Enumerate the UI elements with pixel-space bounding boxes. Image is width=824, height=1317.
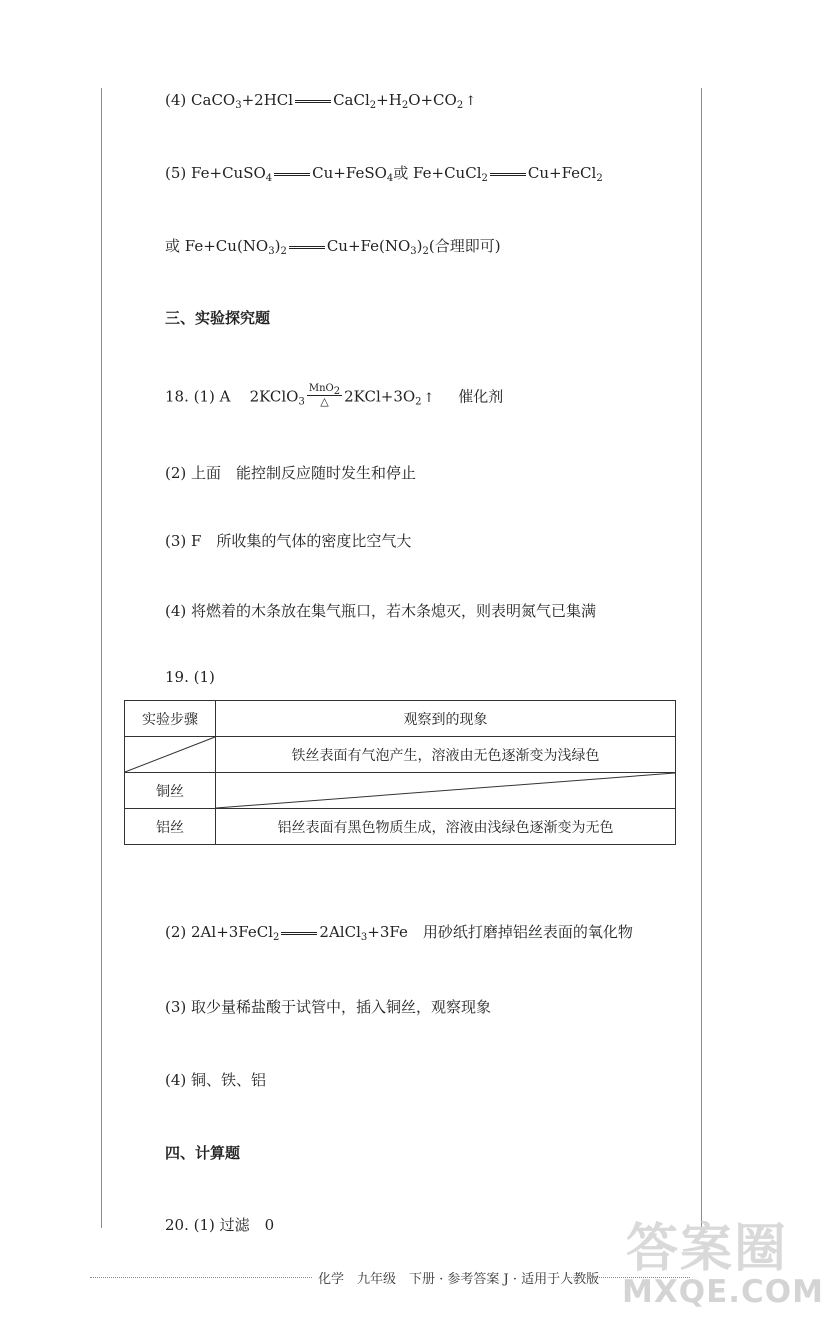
table-cell-blank-step (125, 737, 216, 773)
q19-part2: (2) 2Al+3FeCl$_2$ 2AlCl$_3$+3Fe 用砂纸打磨掉铝丝表面的氧化物 (165, 923, 633, 943)
equals-sign (295, 100, 331, 103)
diagonal-slash (216, 773, 675, 808)
table-cell-step: 铝丝 (125, 809, 216, 845)
table-header-observation: 观察到的现象 (216, 701, 676, 737)
q19-part3: (3) 取少量稀盐酸于试管中，插入铜丝，观察现象 (165, 998, 492, 1016)
section-heading-4: 四、计算题 (165, 1144, 241, 1162)
page-footer (90, 1265, 690, 1295)
q18-part4: (4) 将燃着的木条放在集气瓶口，若木条熄灭，则表明氮气已集满 (165, 602, 597, 620)
left-margin-rule (101, 88, 102, 1228)
equation-line-5: (5) Fe+CuSO$_4$ Cu+FeSO$_4$或 Fe+CuCl$_2$ Cu+FeCl$_2$ (165, 164, 603, 184)
table-header-step: 实验步骤 (125, 701, 216, 737)
footer-text: 化学 九年级 下册 · 参考答案 J · 适用于人教版 (318, 1272, 600, 1287)
table-cell-step: 铜丝 (125, 773, 216, 809)
gas-arrow-icon: ↑ (465, 94, 477, 109)
diagonal-slash (125, 737, 215, 772)
table-row (125, 773, 676, 809)
q20-part1: 20. (1) 过滤 0 (165, 1216, 275, 1234)
table-cell-observation: 铝丝表面有黑色物质生成，溶液由浅绿色逐渐变为无色 (216, 809, 676, 845)
q18-part1: 18. (1) A 2KClO$_3$ $\frac{MnO_2}{\triangle}$ $2KCl+3O_2$ ↑ 催化剂 (165, 383, 504, 408)
observation-table (124, 700, 676, 845)
equals-sign (490, 173, 526, 176)
section-heading-3: 三、实验探究题 (165, 309, 271, 327)
watermark-logo (618, 1200, 824, 1317)
equation-line-4: (4) CaCO$_3$+2HCl $CaCl_2+H_2O+CO_2$ ↑ (165, 91, 477, 111)
equals-sign (274, 173, 310, 176)
equation-line-5b: 或 $Fe+Cu(NO_3)_2$ $Cu+Fe(NO_3)_2$(合理即可) (165, 237, 501, 257)
watermark-text: 答案圈 (626, 1219, 789, 1279)
gas-arrow-icon: ↑ (423, 390, 435, 406)
right-margin-rule (701, 88, 702, 1228)
table-header-row (125, 701, 676, 737)
q18-part2: (2) 上面 能控制反应随时发生和停止 (165, 464, 417, 482)
table-row (125, 809, 676, 845)
table-cell-observation: 铁丝表面有气泡产生，溶液由无色逐渐变为浅绿色 (216, 737, 676, 773)
equals-sign (289, 246, 325, 249)
q19-part1: 19. (1) (165, 668, 215, 686)
equals-sign (281, 932, 317, 935)
q19-part4: (4) 铜、铁、铝 (165, 1071, 267, 1089)
table-row (125, 737, 676, 773)
watermark-url: MXQE.COM (622, 1274, 824, 1310)
footer-dotted-rule (90, 1277, 312, 1278)
q18-part3: (3) F 所收集的气体的密度比空气大 (165, 532, 412, 550)
reaction-condition: $\frac{MnO_2}{\triangle}$ (308, 383, 341, 408)
table-cell-blank-observation (216, 773, 676, 809)
